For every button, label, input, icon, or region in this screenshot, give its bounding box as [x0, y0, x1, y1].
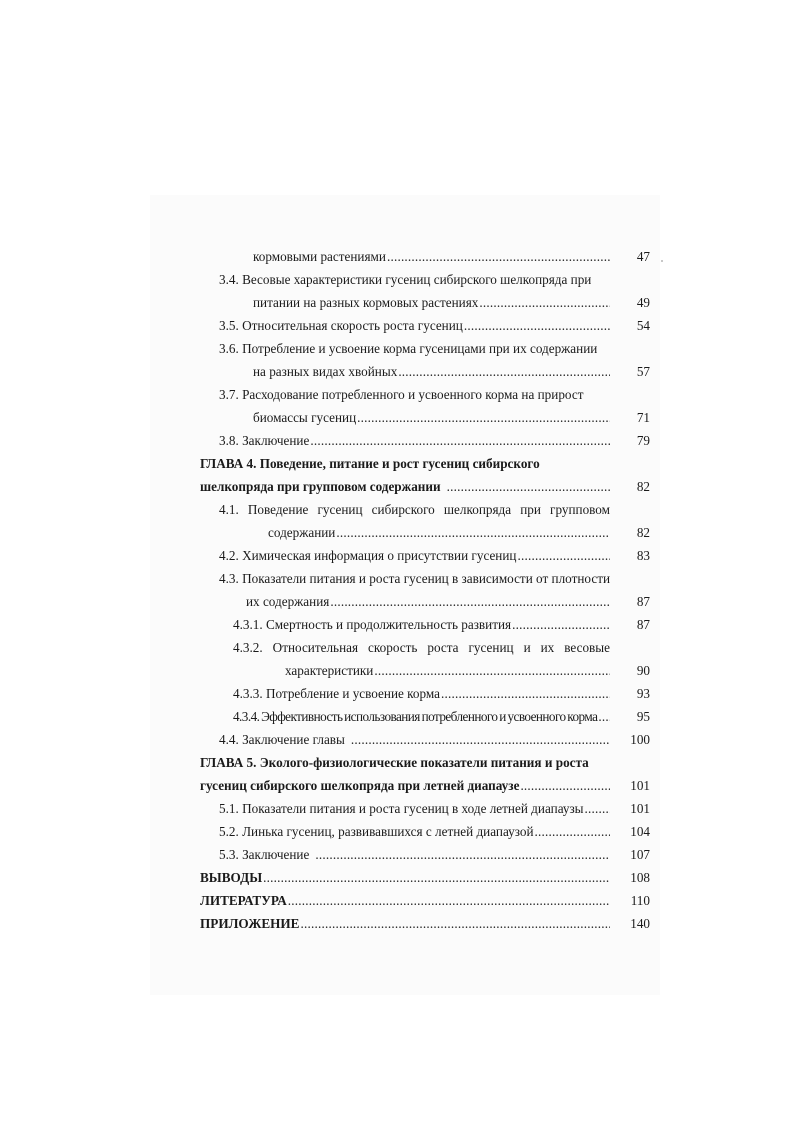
toc-entry-text: шелкопряда при групповом содержании [200, 479, 441, 494]
toc-entry-3-7-cont [253, 410, 610, 426]
toc-entry-3-6-cont [253, 364, 610, 380]
toc-entry-text: кормовыми растениями [253, 249, 386, 264]
toc-entry-3-8 [219, 433, 610, 449]
toc-entry-3-5 [219, 318, 610, 334]
toc-entry-4-2 [219, 548, 610, 564]
toc-entry-text: 3.4. Весовые характеристики гусениц сибирского шелкопряда при [219, 272, 592, 287]
dot-leader [300, 916, 610, 932]
toc-entry-text: 5.3. Заключение [219, 847, 310, 862]
toc-appendix [200, 916, 610, 932]
toc-entry-4-3-2: 4.3.2. Относительная скорость роста гусениц и их весовые [233, 640, 610, 655]
toc-entry-3-6 [219, 341, 619, 357]
dot-leader [398, 364, 610, 380]
toc-entry-text: на разных видах хвойных [253, 364, 398, 379]
dot-leader [315, 847, 610, 863]
toc-page-number: 95 [636, 709, 650, 724]
toc-page-number: 87 [636, 617, 650, 632]
toc-entry-text: ГЛАВА 4. Поведение, питание и рост гусениц сибирского [200, 456, 540, 471]
toc-page-number: 93 [636, 686, 650, 701]
dot-leader [535, 824, 610, 840]
dot-leader [310, 433, 610, 449]
toc-page-number: 79 [636, 433, 650, 448]
toc-entry-text: питании на разных кормовых растениях [253, 295, 479, 310]
toc-page-number: 71 [636, 410, 650, 425]
toc-entry-4-4 [219, 732, 610, 748]
toc-entry-4-3-1 [233, 617, 610, 633]
toc-entry-text: гусениц сибирского шелкопряда при летней диапаузе [200, 778, 520, 793]
toc-page-number: 83 [636, 548, 650, 563]
toc-entry-text: 3.8. Заключение [219, 433, 310, 448]
toc-page-number: 87 [636, 594, 650, 609]
toc-entry-text: 4.3.3. Потребление и усвоение корма [233, 686, 441, 701]
toc-entry-3-4 [219, 272, 619, 288]
toc-entry-3-7 [219, 387, 619, 403]
toc-entry-text: характеристики [285, 663, 374, 678]
toc-page-number: 54 [636, 318, 650, 333]
toc-page-number: 101 [630, 801, 650, 816]
dot-leader [441, 686, 610, 702]
dot-leader [598, 709, 610, 725]
toc-entry-text: ЛИТЕРАТУРА [200, 893, 287, 908]
toc-entry-text: ВЫВОДЫ [200, 870, 263, 885]
toc-entry-text: 4.3.4. Эффективность использования потребленного и усвоенного корма [233, 709, 598, 724]
toc-page-number: 49 [636, 295, 650, 310]
toc-entry-text: 5.2. Линька гусениц, развивавшихся с летней диапаузой [219, 824, 534, 839]
toc-chapter-5 [200, 755, 610, 771]
toc-entry-text: биомассы гусениц [253, 410, 357, 425]
toc-conclusions [200, 870, 610, 886]
toc-entry-text: содержании [268, 525, 336, 540]
dot-leader [585, 801, 610, 817]
toc-page-number: 107 [630, 847, 650, 862]
toc-page-number: 108 [630, 870, 650, 885]
toc-entry-4-1: 4.1. Поведение гусениц сибирского шелкопряда при групповом [219, 502, 610, 517]
dot-leader [479, 295, 610, 311]
dot-leader [387, 249, 610, 265]
toc-entry-4-3-2-cont [285, 663, 610, 679]
toc-page-number: 101 [630, 778, 650, 793]
toc-entry-text: 4.3.1. Смертность и продолжительность развития [233, 617, 512, 632]
toc-entry-4-3-3 [233, 686, 610, 702]
toc-entry-text: 4.4. Заключение главы [219, 732, 345, 747]
toc-entry-text: 5.1. Показатели питания и роста гусениц в ходе летней диапаузы [219, 801, 584, 816]
dot-leader [517, 548, 610, 564]
dot-leader [288, 893, 610, 909]
dot-leader [447, 479, 610, 495]
toc-entry-4-3-4 [233, 709, 610, 725]
toc-entry-text: 3.6. Потребление и усвоение корма гусеницами при их содержании [219, 341, 598, 356]
toc-page-number: 82 [636, 525, 650, 540]
dot-leader [351, 732, 610, 748]
toc-entry-4-3 [219, 571, 619, 587]
toc-page-number: 47 [636, 249, 650, 264]
toc-page-number: 82 [636, 479, 650, 494]
dot-leader [464, 318, 610, 334]
toc-page-number: 104 [630, 824, 650, 839]
toc-entry-text: 3.5. Относительная скорость роста гусениц [219, 318, 463, 333]
dot-leader [263, 870, 610, 886]
toc-page-number: 140 [630, 916, 650, 931]
toc-page-number: 100 [630, 732, 650, 747]
toc-references [200, 893, 610, 909]
toc-entry-3-3-cont [253, 249, 610, 265]
toc-entry-text: ГЛАВА 5. Эколого-физиологические показатели питания и роста [200, 755, 589, 770]
toc-page-number: 90 [636, 663, 650, 678]
toc-entry-4-3-cont [246, 594, 610, 610]
toc-chapter-4 [200, 456, 610, 472]
toc-entry-4-1-cont [268, 525, 610, 541]
dot-leader [512, 617, 610, 633]
toc-entry-text: 3.7. Расходование потребленного и усвоенного корма на прирост [219, 387, 584, 402]
dot-leader [330, 594, 610, 610]
toc-chapter-4-cont [200, 479, 610, 495]
dot-leader [357, 410, 610, 426]
toc-entry-5-1 [219, 801, 610, 817]
toc-entry-text: 4.3. Показатели питания и роста гусениц в зависимости от плотности [219, 571, 611, 586]
toc-entry-text: их содержания [246, 594, 330, 609]
toc-entry-5-2 [219, 824, 610, 840]
dot-leader [336, 525, 610, 541]
dot-leader [374, 663, 610, 679]
toc-entry-3-4-cont [253, 295, 610, 311]
toc-entry-5-3 [219, 847, 610, 863]
toc-page-number: 57 [636, 364, 650, 379]
toc-chapter-5-cont [200, 778, 610, 794]
toc-entry-text: ПРИЛОЖЕНИЕ [200, 916, 300, 931]
dot-leader [520, 778, 610, 794]
toc-page-number: 110 [630, 893, 650, 908]
toc-entry-text: 4.2. Химическая информация о присутствии гусениц [219, 548, 517, 563]
